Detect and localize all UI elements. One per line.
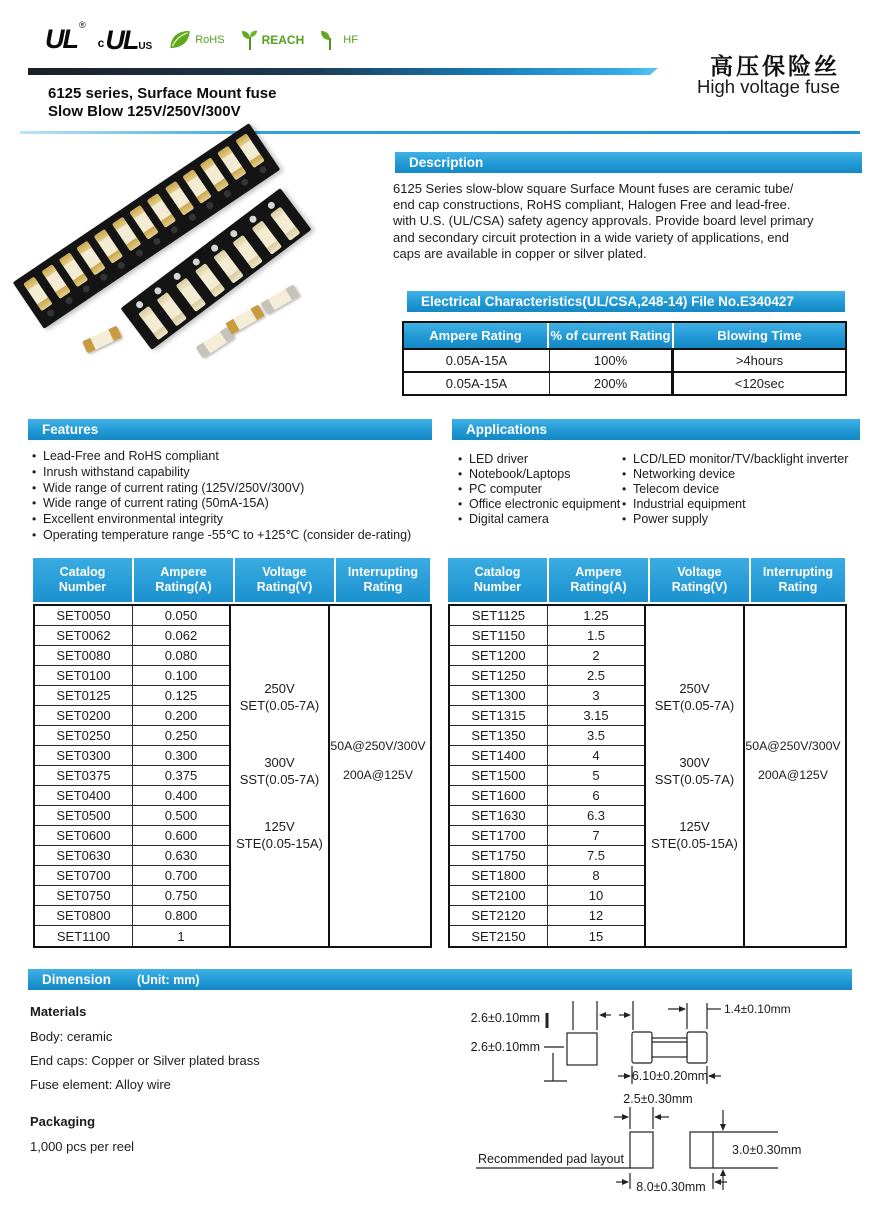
catalog-cell: 6 (548, 786, 644, 806)
materials-block (30, 1004, 260, 1101)
catalog-col-header: Voltage Rating(V) (650, 558, 749, 602)
bullet-icon (622, 467, 633, 482)
packaging-value: 1,000 pcs per reel (30, 1139, 135, 1154)
electrical-cell: 100% (549, 348, 674, 371)
catalog-cell: 0.250 (133, 726, 229, 746)
catalog-cell: 8 (548, 866, 644, 886)
smd-fuse (251, 220, 281, 254)
feature-item (32, 481, 432, 497)
catalog-cell: SET0630 (35, 846, 132, 866)
catalog-cell: SET1315 (450, 706, 547, 726)
feature-item (32, 512, 432, 528)
hf-cert (320, 29, 358, 51)
catalog-cell: 0.800 (133, 906, 229, 926)
interrupting-rating-cell (745, 606, 841, 946)
bullet-icon (458, 467, 469, 482)
bullet-icon (458, 482, 469, 497)
smd-fuse (138, 306, 168, 340)
cul-ul-text: UL (105, 24, 138, 55)
rohs-label: RoHS (195, 33, 225, 46)
feature-item-text: Wide range of current rating (125V/250V/300V) (43, 480, 305, 495)
bullet-icon (622, 452, 633, 467)
catalog-col-header: Interrupting Rating (751, 558, 845, 602)
dimension-unit: (Unit: mm) (137, 972, 200, 987)
catalog-cell: SET1630 (450, 806, 547, 826)
description-line: and secondary circuit protection in a wide variety of applications, end (393, 229, 789, 245)
smd-fuse (194, 263, 224, 297)
feature-item (32, 496, 432, 512)
voltage-rating-cell (646, 606, 745, 946)
feature-item-text: Inrush withstand capability (43, 464, 190, 479)
catalog-cell: SET1100 (56, 928, 111, 944)
dim-label-pad-pitch: 8.0±0.30mm (636, 1180, 706, 1194)
voltage-group: 250V SET(0.05-7A) (654, 681, 735, 713)
catalog-cell: 0.700 (133, 866, 229, 886)
catalog-cell: 0.050 (133, 606, 229, 626)
catalog-cell: 3 (548, 686, 644, 706)
catalog-cell: SET1750 (450, 846, 547, 866)
catalog-cell: SET1200 (450, 646, 547, 666)
catalog-cell: SET0600 (35, 826, 132, 846)
application-item-text: Networking device (633, 467, 736, 481)
dim-label-pad-width: 2.5±0.30mm (623, 1092, 693, 1106)
dim-label-body-width: 2.6±0.10mm (470, 1040, 540, 1054)
application-item (458, 497, 623, 512)
feature-item (32, 465, 432, 481)
bullet-icon (32, 496, 43, 512)
application-item (458, 452, 623, 467)
dim-label-body-length: 6.10±0.20mm (631, 1069, 709, 1083)
catalog-col-header: Catalog Number (448, 558, 547, 602)
description-text (393, 181, 871, 262)
catalog-cell: 0.375 (133, 766, 229, 786)
sprocket-hole (172, 271, 182, 281)
catalog-cell: SET1350 (450, 726, 547, 746)
interrupting-rating-cell (330, 606, 426, 946)
catalog-cell: 5 (548, 766, 644, 786)
sprocket-hole (187, 212, 197, 222)
dimension-heading: Dimension (42, 972, 112, 987)
catalog-table-header (448, 558, 847, 602)
sprocket-hole (205, 200, 215, 210)
bullet-icon (32, 512, 43, 528)
catalog-cell: 1.25 (548, 606, 644, 626)
packaging-heading: Packaging (30, 1114, 96, 1129)
cul-us-text: US (138, 40, 153, 52)
catalog-cell: 0.500 (133, 806, 229, 826)
application-item (458, 467, 623, 482)
sprocket-hole (222, 188, 232, 198)
catalog-cell: 0.080 (133, 646, 229, 666)
product-title-cn: 高压保险丝 (710, 53, 840, 79)
sprocket-hole (258, 165, 268, 175)
registered-mark-icon: ® (79, 20, 84, 30)
application-item (622, 497, 860, 512)
sprocket-hole (247, 214, 257, 224)
application-item-text: Telecom device (633, 482, 720, 496)
description-heading: Description (409, 155, 484, 170)
catalog-cell: SET0300 (35, 746, 132, 766)
application-item-text: Industrial equipment (633, 497, 746, 511)
sprocket-hole (191, 257, 201, 267)
catalog-table-body (448, 604, 847, 948)
product-photo (28, 146, 373, 396)
applications-header-bar (452, 419, 860, 440)
description-line: with U.S. (UL/CSA) safety agency approvals. Provide board level primary (393, 213, 814, 229)
catalog-cell: 0.062 (133, 626, 229, 646)
sprocket-hole (153, 285, 163, 295)
catalog-cell: 1.5 (548, 626, 644, 646)
sprocket-hole (63, 296, 73, 306)
applications-list-col1 (458, 452, 623, 527)
catalog-cell: 0.125 (133, 686, 229, 706)
catalog-cell: SET1250 (450, 666, 547, 686)
electrical-cell: <120sec (674, 371, 845, 394)
cul-c-text: c (97, 35, 105, 50)
bullet-icon (458, 512, 469, 527)
catalog-cell: SET1125 (450, 606, 547, 626)
sprocket-hole (81, 284, 91, 294)
product-title-en: High voltage fuse (697, 76, 840, 97)
sprocket-hole (240, 177, 250, 187)
dim-label-body-height: 2.6±0.10mm (470, 1011, 540, 1025)
catalog-col-header: Catalog Number (33, 558, 132, 602)
material-item: Body: ceramic (30, 1029, 113, 1044)
hf-leaf-icon (320, 29, 340, 51)
certification-logos (45, 20, 358, 55)
catalog-cell: SET1600 (450, 786, 547, 806)
smd-fuse (213, 249, 243, 283)
sprocket-hole (46, 307, 56, 317)
bullet-icon (622, 482, 633, 497)
catalog-cell: SET0800 (35, 906, 132, 926)
catalog-cell: 1 (177, 928, 185, 944)
catalog-cell: 7 (548, 826, 644, 846)
bullet-icon (32, 481, 43, 497)
electrical-cell: >4hours (674, 348, 845, 371)
catalog-cell: 6.3 (548, 806, 644, 826)
catalog-cell: SET0375 (35, 766, 132, 786)
electrical-cell: 0.05A-15A (404, 371, 549, 394)
materials-heading: Materials (30, 1004, 87, 1019)
feature-item (32, 528, 432, 544)
electrical-table (402, 321, 847, 396)
catalog-table-left (33, 558, 432, 948)
description-header-bar (395, 152, 862, 173)
smd-fuse (270, 206, 300, 240)
catalog-cell: 15 (588, 928, 604, 944)
catalog-cell: SET1800 (450, 866, 547, 886)
catalog-cell: 0.750 (133, 886, 229, 906)
catalog-cell: SET0080 (35, 646, 132, 666)
electrical-col-header: Blowing Time (674, 323, 845, 348)
sprocket-hole (229, 228, 239, 238)
catalog-cell: SET0050 (35, 606, 132, 626)
series-title-line1: 6125 series, Surface Mount fuse (48, 85, 277, 102)
catalog-table-body (33, 604, 432, 948)
catalog-cell: 3.15 (548, 706, 644, 726)
features-header-bar (28, 419, 432, 440)
catalog-cell: SET1150 (450, 626, 547, 646)
bullet-icon (458, 497, 469, 512)
electrical-cell: 200% (549, 371, 674, 394)
reach-cert (241, 29, 305, 51)
application-item (622, 512, 860, 527)
catalog-cell: SET0250 (35, 726, 132, 746)
sprocket-hole (134, 248, 144, 258)
feature-item-text: Wide range of current rating (50mA-15A) (43, 496, 269, 511)
catalog-col-header: Ampere Rating(A) (134, 558, 233, 602)
catalog-cell: SET0400 (35, 786, 132, 806)
interrupting-rating: 50A@250V/300V 200A@125V (330, 739, 426, 782)
feature-item-text: Operating temperature range -55℃ to +125℃ (consider de-rating) (43, 527, 412, 542)
application-item-text: Office electronic equipment (469, 497, 621, 511)
dimension-header-bar (28, 969, 852, 990)
catalog-cell: 0.600 (133, 826, 229, 846)
series-title-line2: Slow Blow 125V/250V/300V (48, 103, 241, 120)
catalog-cell: SET0500 (35, 806, 132, 826)
catalog-cell: SET2100 (450, 886, 547, 906)
hf-label: HF (343, 33, 358, 46)
catalog-cell: 0.630 (133, 846, 229, 866)
catalog-cell: 0.200 (133, 706, 229, 726)
bullet-icon (622, 512, 633, 527)
sprocket-hole (116, 260, 126, 270)
loose-fuse (82, 326, 122, 354)
reach-sprout-icon (241, 29, 259, 51)
application-item-text: LCD/LED monitor/TV/backlight inverter (633, 452, 849, 466)
catalog-cell: 12 (548, 906, 644, 926)
dimension-drawing (440, 995, 860, 1219)
feature-item-text: Excellent environmental integrity (43, 512, 223, 527)
catalog-cell: SET0700 (35, 866, 132, 886)
features-heading: Features (42, 422, 99, 437)
catalog-cell: SET1400 (450, 746, 547, 766)
application-item (622, 482, 860, 497)
sprocket-hole (210, 243, 220, 253)
application-item-text: Digital camera (469, 512, 549, 526)
applications-heading: Applications (466, 422, 548, 437)
catalog-table-header (33, 558, 432, 602)
catalog-col-header: Ampere Rating(A) (549, 558, 648, 602)
application-item-text: PC computer (469, 482, 542, 496)
material-item: End caps: Copper or Silver plated brass (30, 1053, 260, 1068)
catalog-cell: 10 (548, 886, 644, 906)
application-item (458, 482, 623, 497)
catalog-cell: SET1300 (450, 686, 547, 706)
voltage-rating-cell (231, 606, 330, 946)
rohs-leaf-icon (168, 29, 192, 50)
voltage-group: 125V STE(0.05-15A) (236, 819, 323, 851)
voltage-group: 300V SST(0.05-7A) (239, 755, 320, 787)
bullet-icon (622, 497, 633, 512)
catalog-col-header: Interrupting Rating (336, 558, 430, 602)
catalog-cell: 4 (548, 746, 644, 766)
catalog-cell: SET1500 (450, 766, 547, 786)
description-line: 6125 Series slow-blow square Surface Mount fuses are ceramic tube/ (393, 181, 794, 196)
catalog-cell: 2 (548, 646, 644, 666)
catalog-cell: 2.5 (548, 666, 644, 686)
bullet-icon (458, 452, 469, 467)
reach-label: REACH (261, 32, 305, 47)
sprocket-hole (266, 200, 276, 210)
catalog-cell: SET1700 (450, 826, 547, 846)
catalog-cell: SET0200 (35, 706, 132, 726)
feature-item-text: Lead-Free and RoHS compliant (43, 449, 219, 463)
application-item (622, 467, 860, 482)
smd-fuse (232, 235, 262, 269)
application-item (458, 512, 623, 527)
sprocket-hole (152, 236, 162, 246)
loose-fuse (225, 304, 264, 334)
applications-list-col2 (622, 452, 860, 527)
features-list (32, 449, 432, 544)
application-item-text: LED driver (469, 452, 529, 466)
application-item (622, 452, 860, 467)
catalog-col-header: Voltage Rating(V) (235, 558, 334, 602)
dim-label-cap-length: 1.4±0.10mm (724, 1002, 791, 1016)
bullet-icon (32, 449, 43, 465)
loose-fuse (260, 284, 299, 314)
pad-layout-caption: Recommended pad layout (478, 1152, 624, 1166)
catalog-table-right (448, 558, 847, 948)
catalog-cell: 0.100 (133, 666, 229, 686)
material-item: Fuse element: Alloy wire (30, 1077, 171, 1092)
packaging-block (30, 1114, 134, 1154)
catalog-cell: 3.5 (548, 726, 644, 746)
electrical-col-header: Ampere Rating (404, 323, 549, 348)
catalog-cell: 0.400 (133, 786, 229, 806)
application-item-text: Power supply (633, 512, 709, 526)
bullet-icon (32, 528, 43, 544)
smd-fuse (157, 292, 187, 326)
rohs-cert (168, 29, 224, 50)
voltage-group: 250V SET(0.05-7A) (239, 681, 320, 713)
sprocket-hole (134, 300, 144, 310)
title-divider-rule (20, 131, 860, 134)
electrical-header-bar (407, 291, 845, 312)
catalog-cell: SET0062 (35, 626, 132, 646)
electrical-col-header: % of current Rating (549, 323, 674, 348)
sprocket-hole (99, 272, 109, 282)
catalog-cell: 7.5 (548, 846, 644, 866)
voltage-group: 125V STE(0.05-15A) (651, 819, 738, 851)
interrupting-rating: 50A@250V/300V 200A@125V (745, 739, 841, 782)
cul-us-logo-icon (97, 24, 153, 55)
electrical-cell: 0.05A-15A (404, 348, 549, 371)
electrical-heading: Electrical Characteristics(UL/CSA,248-14) File No.E340427 (421, 294, 794, 309)
sprocket-hole (169, 224, 179, 234)
feature-item (32, 449, 432, 465)
smd-fuse (176, 277, 206, 311)
bullet-icon (32, 465, 43, 481)
catalog-cell: SET2150 (471, 928, 526, 944)
application-item-text: Notebook/Laptops (469, 467, 571, 481)
catalog-cell: SET0750 (35, 886, 132, 906)
ul-logo-icon (45, 20, 84, 55)
catalog-cell: 0.300 (133, 746, 229, 766)
dim-label-pad-height: 3.0±0.30mm (732, 1143, 802, 1157)
catalog-cell: SET0125 (35, 686, 132, 706)
series-title (48, 85, 276, 121)
loose-fuse (196, 327, 235, 359)
catalog-cell: SET0100 (35, 666, 132, 686)
description-line: end cap constructions, RoHS compliant, Halogen Free and lead-free. (393, 197, 791, 213)
description-line: caps are available in copper or silver plated. (393, 245, 647, 261)
voltage-group: 300V SST(0.05-7A) (654, 755, 735, 787)
ul-logo-text: UL (45, 24, 77, 54)
catalog-cell: SET2120 (450, 906, 547, 926)
